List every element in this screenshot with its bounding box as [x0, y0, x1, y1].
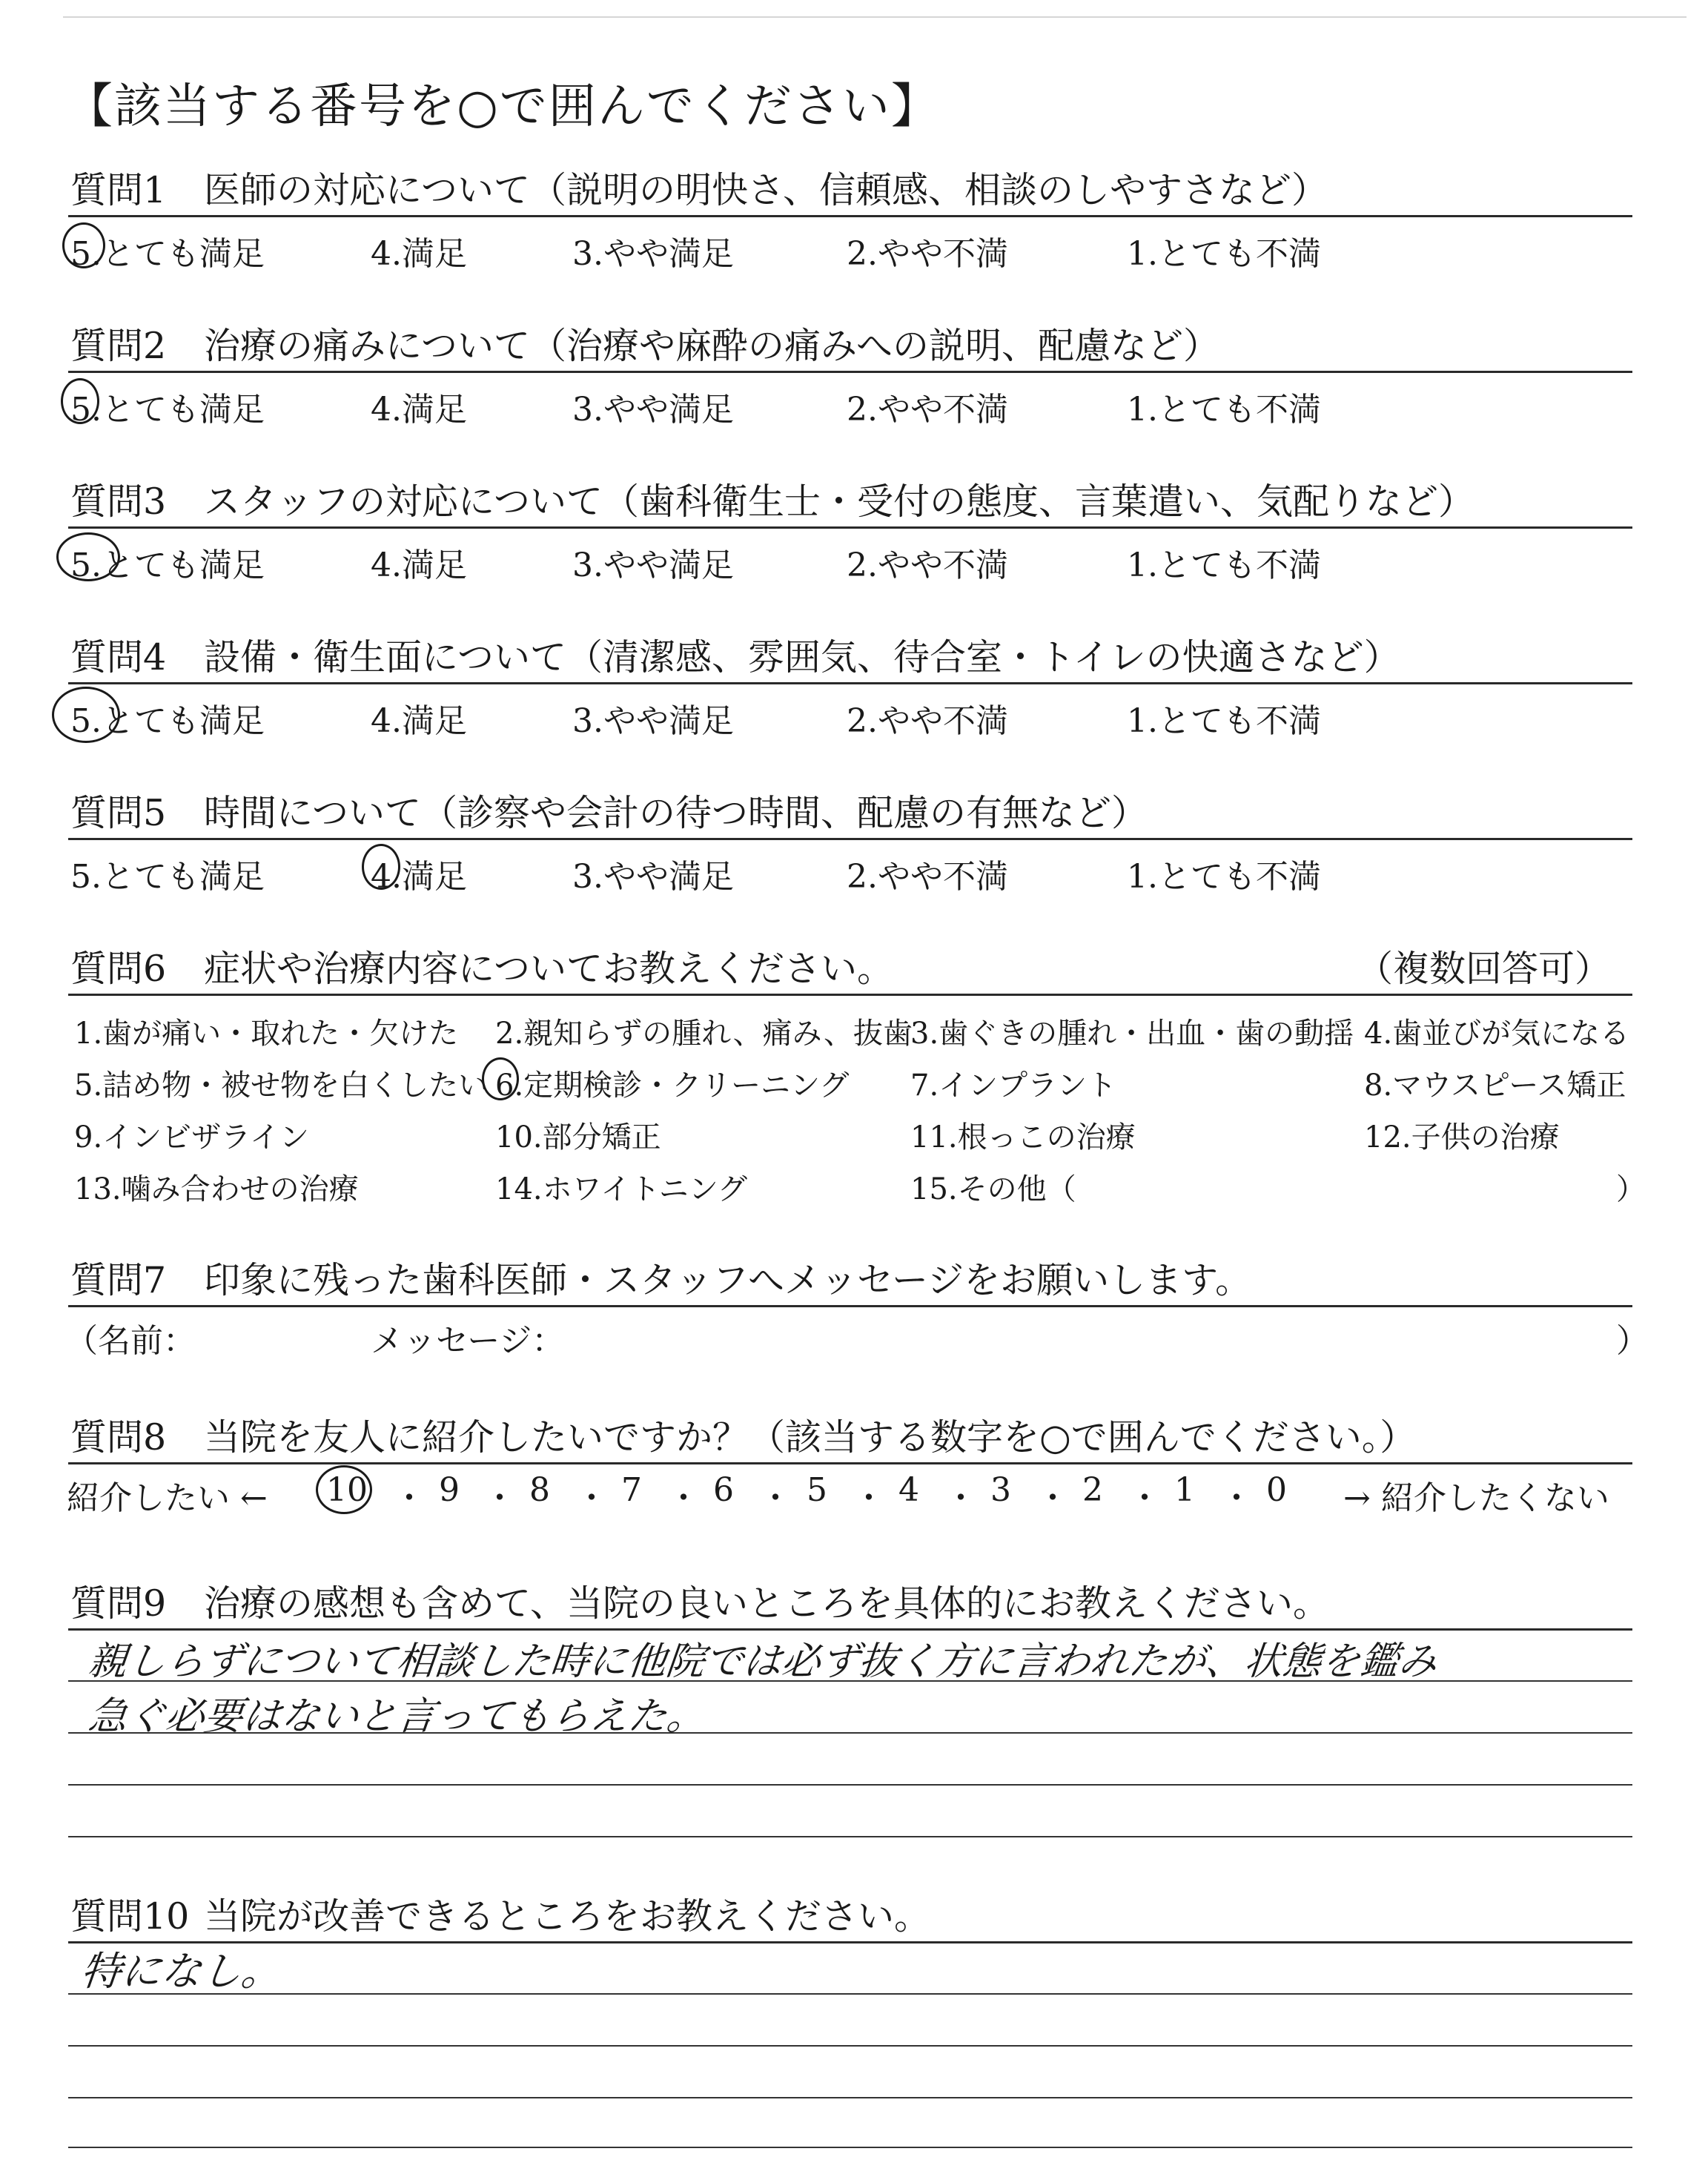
q4-label: 質問4	[70, 636, 167, 678]
q6-note: （複数回答可）	[1357, 948, 1612, 990]
q4-selection-circle	[52, 687, 120, 743]
q8-left-label: 紹介したい ←	[67, 1479, 268, 1517]
q7-message-label: メッセージ：	[371, 1322, 565, 1360]
q10-label: 質問10	[70, 1895, 190, 1938]
q8-scale-9[interactable]: 9	[439, 1471, 460, 1509]
q1-option-4[interactable]: 4.満足	[371, 235, 467, 273]
q6-option-9[interactable]: 9.インビザライン	[74, 1120, 309, 1155]
q4-rule	[68, 682, 1632, 684]
q6-option-12[interactable]: 12.子供の治療	[1364, 1120, 1560, 1155]
q8-scale-7[interactable]: 7	[621, 1471, 642, 1509]
q7-close-paren: ）	[1616, 1322, 1649, 1360]
q6-option-2[interactable]: 2.親知らずの腫れ、痛み、抜歯	[495, 1017, 913, 1051]
q6-option-5[interactable]: 5.詰め物・被せ物を白くしたい	[74, 1069, 489, 1103]
q9-answer-line	[68, 1836, 1632, 1837]
q2-label: 質問2	[70, 325, 167, 367]
q8-scale-1[interactable]: 1	[1174, 1471, 1195, 1509]
q4-option-3[interactable]: 3.やや満足	[572, 702, 734, 740]
q2-option-5[interactable]: 5.とても満足	[70, 391, 265, 429]
q10-rule	[68, 1941, 1632, 1943]
q9-handwritten-line-1: 親しらずについて相談した時に他院では必ず抜く方に言われたが、状態を鑑み	[86, 1639, 1440, 1684]
q4-option-5[interactable]: 5.とても満足	[70, 702, 265, 740]
q4-text: 設備・衛生面について（清潔感、雰囲気、待合室・トイレの快適さなど）	[204, 636, 1400, 678]
q2-option-1[interactable]: 1.とても不満	[1127, 391, 1321, 429]
q10-answer-line	[68, 1993, 1632, 1995]
q8-dot: ・	[1128, 1479, 1161, 1517]
q10-answer-line	[68, 2097, 1632, 2098]
q3-option-4[interactable]: 4.満足	[371, 546, 467, 584]
q1-text: 医師の対応について（説明の明快さ、信頼感、相談のしやすさなど）	[204, 169, 1328, 211]
q8-selection-circle	[316, 1465, 372, 1514]
q5-option-4[interactable]: 4.満足	[371, 858, 467, 896]
q5-selection-circle	[362, 844, 400, 890]
q4-option-4[interactable]: 4.満足	[371, 702, 467, 740]
q9-text: 治療の感想も含めて、当院の良いところを具体的にお教えください。	[204, 1582, 1330, 1625]
q5-text: 時間について（診察や会計の待つ時間、配慮の有無など）	[204, 792, 1148, 834]
q8-scale-4[interactable]: 4	[898, 1471, 919, 1509]
q3-selection-circle	[56, 532, 120, 581]
q8-dot: ・	[393, 1479, 426, 1517]
q7-rule	[68, 1305, 1632, 1307]
q6-option-1[interactable]: 1.歯が痛い・取れた・欠けた	[74, 1017, 459, 1051]
q8-rule	[68, 1462, 1632, 1464]
q6-option-10[interactable]: 10.部分矯正	[495, 1120, 661, 1155]
q10-text: 当院が改善できるところをお教えください。	[204, 1895, 931, 1938]
q8-right-label: → 紹介したくない	[1343, 1479, 1609, 1517]
q6-option-14[interactable]: 14.ホワイトニング	[495, 1172, 748, 1206]
q6-option-11[interactable]: 11.根っこの治療	[910, 1120, 1136, 1155]
q1-rule	[68, 215, 1632, 217]
q7-text: 印象に残った歯科医師・スタッフへメッセージをお願いします。	[204, 1259, 1252, 1301]
q2-option-4[interactable]: 4.満足	[371, 391, 467, 429]
q3-rule	[68, 526, 1632, 529]
q2-text: 治療の痛みについて（治療や麻酔の痛みへの説明、配慮など）	[204, 325, 1220, 367]
q5-option-2[interactable]: 2.やや不満	[847, 858, 1008, 896]
q1-selection-circle	[62, 222, 105, 268]
q10-handwritten-answer: 特になし。	[79, 1948, 284, 1995]
q3-option-3[interactable]: 3.やや満足	[572, 546, 734, 584]
page-title: 【該当する番号を○で囲んでください】	[65, 79, 940, 134]
q6-option-7[interactable]: 7.インプラント	[910, 1069, 1117, 1103]
q4-option-1[interactable]: 1.とても不満	[1127, 702, 1321, 740]
q6-rule	[68, 994, 1632, 996]
q5-label: 質問5	[70, 792, 167, 834]
q8-scale-5[interactable]: 5	[807, 1471, 827, 1509]
top-border	[63, 16, 1687, 18]
q8-scale-10[interactable]: 10	[326, 1471, 368, 1509]
q6-option-15[interactable]: 15.その他（	[910, 1172, 1076, 1206]
q8-scale-3[interactable]: 3	[990, 1471, 1011, 1509]
q9-answer-line	[68, 1784, 1632, 1786]
q8-dot: ・	[1036, 1479, 1069, 1517]
q6-option-3[interactable]: 3.歯ぐきの腫れ・出血・歯の動揺	[910, 1017, 1354, 1051]
q8-scale-2[interactable]: 2	[1082, 1471, 1103, 1509]
q3-option-5[interactable]: 5.とても満足	[70, 546, 265, 584]
q8-dot: ・	[944, 1479, 977, 1517]
q10-answer-line	[68, 2045, 1632, 2047]
q6-option-13[interactable]: 13.噛み合わせの治療	[74, 1172, 359, 1206]
q8-label: 質問8	[70, 1416, 167, 1459]
q6-option-6[interactable]: 6.定期検診・クリーニング	[495, 1069, 850, 1103]
q6-option-8[interactable]: 8.マウスピース矯正	[1364, 1069, 1626, 1103]
q8-dot: ・	[483, 1479, 516, 1517]
q9-label: 質問9	[70, 1582, 167, 1625]
q1-option-1[interactable]: 1.とても不満	[1127, 235, 1321, 273]
q6-selection-circle	[482, 1057, 519, 1100]
q3-label: 質問3	[70, 480, 167, 523]
q2-option-2[interactable]: 2.やや不満	[847, 391, 1008, 429]
q7-label: 質問7	[70, 1259, 167, 1301]
q8-text: 当院を友人に紹介したいですか？（該当する数字を○で囲んでください。）	[204, 1416, 1417, 1459]
q8-scale-0[interactable]: 0	[1266, 1471, 1287, 1509]
q2-option-3[interactable]: 3.やや満足	[572, 391, 734, 429]
q5-option-3[interactable]: 3.やや満足	[572, 858, 734, 896]
q4-option-2[interactable]: 2.やや不満	[847, 702, 1008, 740]
q6-label: 質問6	[70, 948, 167, 990]
q8-dot: ・	[759, 1479, 792, 1517]
q6-option-4[interactable]: 4.歯並びが気になる	[1364, 1017, 1630, 1051]
q5-option-1[interactable]: 1.とても不満	[1127, 858, 1321, 896]
q1-label: 質問1	[70, 169, 167, 211]
q8-dot: ・	[1220, 1479, 1253, 1517]
q10-answer-line	[68, 2147, 1632, 2148]
q9-handwritten-line-2: 急ぐ必要はないと言ってもらえた。	[86, 1694, 708, 1739]
q8-scale-8[interactable]: 8	[529, 1471, 550, 1509]
q1-option-5[interactable]: 5.とても満足	[70, 235, 265, 273]
q8-dot: ・	[667, 1479, 700, 1517]
q3-option-1[interactable]: 1.とても不満	[1127, 546, 1321, 584]
q7-name-label: （名前：	[65, 1322, 196, 1360]
q5-option-5[interactable]: 5.とても満足	[70, 858, 265, 896]
q2-rule	[68, 371, 1632, 373]
q6-option-15-close: ）	[1616, 1172, 1646, 1206]
q1-option-2[interactable]: 2.やや不満	[847, 235, 1008, 273]
q8-scale-6[interactable]: 6	[713, 1471, 734, 1509]
q8-dot: ・	[575, 1479, 608, 1517]
q5-rule	[68, 838, 1632, 840]
q6-text: 症状や治療内容についてお教えください。	[204, 948, 894, 990]
q3-option-2[interactable]: 2.やや不満	[847, 546, 1008, 584]
q2-selection-circle	[61, 378, 99, 424]
q1-option-3[interactable]: 3.やや満足	[572, 235, 734, 273]
q3-text: スタッフの対応について（歯科衛生士・受付の態度、言葉遣い、気配りなど）	[204, 480, 1475, 523]
q8-dot: ・	[853, 1479, 885, 1517]
